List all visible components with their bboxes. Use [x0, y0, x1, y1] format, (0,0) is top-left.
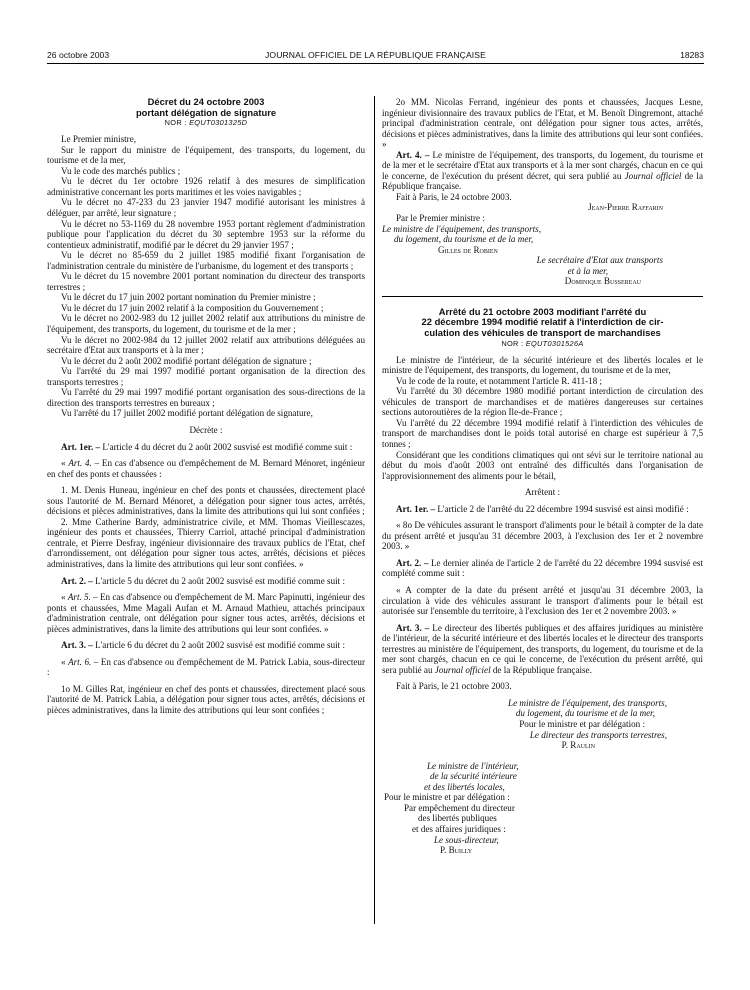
quote-text: – En cas d'absence ou d'empêchement de M. Patrick Labia, sous-directeur :: [47, 656, 365, 678]
arrete-title-line3: culation des véhicules de transport de marchandises: [424, 327, 661, 339]
secretary-name: Dominique Bussereau: [564, 276, 641, 287]
decret-article-1-quote: « Art. 4. – En cas d'absence ou d'empêchement de M. Bernard Ménoret, ingénieur en chef des ponts et chaussées :: [47, 458, 365, 479]
nor-code: EQUT0301325D: [189, 118, 248, 128]
decret-article-2-quote: « Art. 5. – En cas d'absence ou d'empêchement de M. Marc Papinutti, ingénieur des ponts et chaussées, Mme Magali Aufan et M. Arnaud Mathieu, attachés principaux d'administration centrale, ont délégation pour signer tous actes, arrêtés, décisions et pièces administratives, dans la limite des attributions qui leur sont confiées. »: [47, 592, 365, 634]
arrete-minister-title-2: du logement, du tourisme et de la mer,: [515, 708, 655, 719]
article-label: Art. 3. –: [61, 640, 93, 651]
header-date: 26 octobre 2003: [47, 50, 110, 60]
interior-title-1: Le ministre de l'intérieur,: [427, 760, 519, 771]
article-label: Art. 2. –: [396, 557, 429, 568]
arrete-visa-paragraph: Le ministre de l'intérieur, de la sécurité intérieure et des libertés locales et le ministre de l'équipement, des transports, du logement, du tourisme et de la mer,: [382, 354, 703, 376]
page-header: [47, 50, 704, 64]
arrete-visa-paragraph: Considérant que les conditions climatiques qui ont sévi sur le territoire national au début du mois d'août 2003 ont entraîné des difficultés dans l'organisation de l'approvisionnement des aliments pour le bétail,: [382, 449, 703, 481]
signature-pm: Jean-Pierre Raffarin: [588, 202, 663, 213]
decret-visa-paragraph: Vu le décret du 1er octobre 1926 relatif à des mesures de simplification administrative concernant les ports maritimes et les voies navigables ;: [47, 176, 365, 197]
arretent-label: Arrêtent :: [524, 487, 561, 498]
interior-name: P. Builly: [440, 845, 473, 856]
arrete-visa-paragraph: Vu l'arrêté du 22 décembre 1994 modifié relatif à l'interdiction des véhicules de transport de marchandises dont le poids total autorisé en charge est supérieur à 7,5 tonnes ;: [382, 417, 703, 449]
decret-article-3-quote: « Art. 6. – En cas d'absence ou d'empêchement de M. Patrick Labia, sous-directeur :: [47, 656, 365, 678]
decret-visa-paragraph: Vu le décret no 47-233 du 23 janvier 1947 modifié autorisant les ministres à déléguer, par arrêté, leur signature ;: [47, 197, 365, 219]
article-label: Art. 1er. –: [61, 441, 101, 452]
nor-label: NOR :: [164, 118, 190, 128]
decret-article-4: [382, 150, 703, 192]
decret-visa-paragraph: Vu le décret no 2002-984 du 12 juillet 2002 relatif aux attributions déléguées au secrétaire d'Etat aux transports et à la mer ;: [47, 334, 365, 356]
article-text-end: de la République française.: [382, 170, 703, 192]
secretary-title-2: et à la mer,: [567, 265, 608, 276]
decret-article-1-item-1: 1. M. Denis Huneau, ingénieur en chef des ponts et chaussées, directement placé sous l'autorité de M. Bernard Ménoret, a délégation pour signer tous actes, arrêtés, décisions et pièces administratives, dans la limite des attributions qui lui sont confiées ;: [47, 485, 365, 517]
arrete-minister-pour: Pour le ministre et par délégation :: [519, 719, 645, 730]
article-text: L'article 4 du décret du 2 août 2002 susvisé est modifié comme suit :: [100, 441, 353, 452]
header-journal-title: JOURNAL OFFICIEL DE LA RÉPUBLIQUE FRANÇAISE: [265, 50, 486, 60]
arrete-fait: Fait à Paris, le 21 octobre 2003.: [396, 681, 512, 692]
decrete-label: Décrète :: [189, 424, 223, 435]
article-text: Le ministre de l'équipement, des transports, du logement, du tourisme et de la mer et le secrétaire d'Etat aux transports et à la mer sont chargés, chacun en ce qui le concerne, de l'exécution du présent décret, qui sera publié au: [382, 149, 703, 181]
interior-empechement-2: des libertés publiques: [418, 813, 497, 824]
decret-title-line1: Décret du 24 octobre 2003: [147, 96, 265, 107]
decret-visa-paragraph: Le Premier ministre,: [61, 134, 137, 145]
arrete-article-1: [382, 504, 703, 515]
par-premier-ministre: Par le Premier ministre :: [396, 213, 485, 224]
header-rule: [47, 63, 704, 64]
arrete-visa-paragraph: Vu le code de la route, et notamment l'article R. 411-18 ;: [396, 375, 603, 386]
minister-title-2: du logement, du tourisme et de la mer,: [394, 234, 534, 245]
article-text-end: de la République française.: [490, 664, 592, 675]
secretary-title-1: Le secrétaire d'Etat aux transports: [536, 255, 663, 266]
article-text: Le dernier alinéa de l'article 2 de l'arrêté du 22 décembre 1994 susvisé est complété comme suit :: [382, 557, 703, 579]
decret-article-3: [47, 640, 365, 651]
article-text: L'article 2 de l'arrêté du 22 décembre 1994 susvisé est ainsi modifié :: [435, 503, 689, 514]
journal-officiel-italic: Journal officiel: [434, 664, 491, 675]
decret-visa-paragraph: Vu l'arrêté du 29 mai 1997 modifié portant organisation des sous-directions de la direction des transports terrestres en bureaux ;: [47, 387, 365, 408]
decret-visa-paragraph: Vu l'arrêté du 17 juillet 2002 modifié portant délégation de signature,: [61, 408, 313, 419]
decret-visa-paragraph: Vu le décret no 53-1169 du 28 novembre 1953 portant règlement d'administration publique pour l'application du décret du 30 septembre 1953 sur la réforme du contentieux administratif, modifié par le décret du 29 janvier 1957 ;: [47, 218, 365, 250]
decret-visa-paragraph: Vu le décret du 2 août 2002 modifié portant délégation de signature ;: [61, 355, 312, 366]
article-label: Art. 2. –: [61, 575, 93, 586]
arrete-nor: [382, 339, 703, 349]
arrete-minister-name: P. Raulin: [561, 740, 595, 751]
minister-name: Gilles de Robien: [438, 244, 498, 255]
article-label: Art. 3. –: [396, 622, 430, 633]
arrete-article-2: [382, 558, 703, 579]
article-text: L'article 5 du décret du 2 août 2002 susvisé est modifié comme suit :: [92, 575, 345, 586]
decret-title: [47, 97, 365, 118]
minister-title-1: Le ministre de l'équipement, des transports,: [382, 223, 541, 234]
nor-label: NOR :: [501, 338, 526, 348]
arrete-minister-director: Le directeur des transports terrestres,: [529, 729, 667, 740]
section-separator: [382, 296, 703, 297]
decret-visa-paragraph: Vu le décret du 17 juin 2002 portant nomination du Premier ministre ;: [61, 292, 316, 303]
interior-pour: Pour le ministre et par délégation :: [384, 792, 510, 803]
article-text: Le directeur des libertés publiques et des affaires juridiques au ministère de l'intérieur, de la sécurité intérieure et des libertés locales et le directeur des transports terrestres au ministère de l'équipement, des transports, du logement, du tourisme et de la mer sont chargés, chacun en ce qui le concerne, de l'exécution du présent arrêté, qui sera publié au: [382, 622, 703, 675]
decret-title-line2: portant délégation de signature: [135, 106, 277, 118]
interior-sous-directeur: Le sous-directeur,: [434, 834, 499, 845]
decret-nor: [47, 118, 365, 128]
interior-empechement-1: Par empêchement du directeur: [404, 802, 515, 813]
article-label: Art. 1er. –: [396, 503, 436, 514]
decret-visa-paragraph: Vu le décret du 17 juin 2002 relatif à la composition du Gouvernement ;: [61, 302, 324, 313]
arrete-article-1-quote: « 8o De véhicules assurant le transport d'aliments pour le bétail à compter de la date du présent arrêté et jusqu'au 31 décembre 2003, à l'exclusion des 1er et 2 novembre 2003. »: [382, 520, 703, 552]
decret-article-3-item-2: 2o MM. Nicolas Ferrand, ingénieur des ponts et chaussées, Jacques Lesne, ingénieur divisionnaire des travaux publics de l'Etat, et M. Benoît Dingremont, attaché principal d'administration centrale, ont délégation pour signer tous actes, arrêtés, décisions et pièces administratives, dans la limite des attributions qui leur sont confiées. »: [382, 97, 703, 150]
quote-text: – En cas d'absence ou d'empêchement de M. Marc Papinutti, ingénieur des ponts et chaussées, Mme Magali Aufan et M. Arnaud Mathieu, attachés principaux d'administration centrale, ont délégation pour signer tous actes, arrêtés, décisions et pièces administratives, dans la limite des attributions qui leur sont confiées. »: [47, 592, 365, 634]
quote-label: Art. 5.: [67, 592, 91, 603]
journal-officiel-italic: Journal officiel: [624, 170, 682, 181]
arrete-minister-title-1: Le ministre de l'équipement, des transports,: [508, 697, 667, 708]
header-page-number: 18283: [680, 50, 704, 60]
decret-fait: Fait à Paris, le 24 octobre 2003.: [396, 191, 512, 202]
article-label: Art. 4. –: [396, 149, 430, 160]
arrete-visas: [382, 355, 703, 482]
decret-visa-paragraph: Vu le décret du 15 novembre 2001 portant nomination du directeur des transports terrestres ;: [47, 271, 365, 292]
decret-visa-paragraph: Vu le code des marchés publics ;: [61, 165, 181, 176]
arrete-visa-paragraph: Vu l'arrêté du 30 décembre 1980 modifié portant interdiction de circulation des véhicules de transport de marchandises et de matières dangereuses sur certaines sections autoroutières de la région Ile-de-France ;: [382, 386, 703, 418]
decret-article-3-item-1: 1o M. Gilles Rat, ingénieur en chef des ponts et chaussées, directement placé sous l'autorité de M. Patrick Labia, a délégation pour signer tous actes, arrêtés, décisions et pièces administratives, dans la limite des attributions qui leur sont confiées ;: [47, 683, 365, 715]
column-divider: [374, 96, 375, 924]
decret-visa-paragraph: Sur le rapport du ministre de l'équipement, des transports, du logement, du tourisme et de la mer,: [47, 144, 365, 166]
right-column: [382, 97, 703, 856]
decret-visa-paragraph: Vu le décret no 85-659 du 2 juillet 1985 modifié fixant l'organisation de l'administration centrale du ministère de l'urbanisme, du logement et des transports ;: [47, 250, 365, 271]
decret-visa-paragraph: Vu l'arrêté du 29 mai 1997 modifié portant organisation de la direction des transports terrestres ;: [47, 366, 365, 387]
arrete-title: [382, 307, 703, 339]
quote-label: Art. 4.: [68, 458, 92, 469]
decret-visa-paragraph: Vu le décret no 2002-983 du 12 juillet 2002 relatif aux attributions du ministre de l'équipement, des transports, du logement, du tourisme et de la mer ;: [47, 313, 365, 335]
arrete-article-2-quote: « A compter de la date du présent arrêté et jusqu'au 31 décembre 2003, la circulation à vide des véhicules assurant le transport d'aliments pour le bétail est autorisée sur l'ensemble du territoire, à l'exclusion des 1er et 2 novembre 2003. »: [382, 585, 703, 617]
nor-code: EQUT0301526A: [525, 338, 584, 348]
quote-text: – En cas d'absence ou d'empêchement de M. Bernard Ménoret, ingénieur en chef des ponts et chaussées :: [47, 458, 365, 479]
interior-title-2: de la sécurité intérieure: [430, 771, 517, 782]
decret-article-1: [47, 442, 365, 453]
arrete-title-line1: Arrêté du 21 octobre 2003 modifiant l'arrêté du: [438, 305, 647, 317]
arrete-title-line2: 22 décembre 1994 modifié relatif à l'interdiction de cir-: [421, 316, 664, 328]
decret-article-1-item-2: 2. Mme Catherine Bardy, administratrice civile, et MM. Thomas Vieillescazes, ingénieur des ponts et chaussées, Thierry Carriol, attaché principal d'administration centrale, et Pierre Desfray, ingénieur divisionnaire des travaux publics de l'Etat, chef d'arrondissement, ont délégation pour signer tous actes, arrêtés, décisions et pièces administratives, dans la limite des attributions qui leur sont confiées. »: [47, 516, 365, 569]
interior-title-3: et des libertés locales,: [424, 781, 505, 792]
decret-article-2: [47, 576, 365, 587]
decret-visas: [47, 134, 365, 419]
article-text: L'article 6 du décret du 2 août 2002 susvisé est modifié comme suit :: [92, 640, 345, 651]
arrete-article-3: [382, 623, 703, 676]
interior-empechement-3: et des affaires juridiques :: [412, 823, 506, 834]
quote-label: Art. 6.: [68, 656, 92, 667]
left-column: [47, 97, 365, 716]
